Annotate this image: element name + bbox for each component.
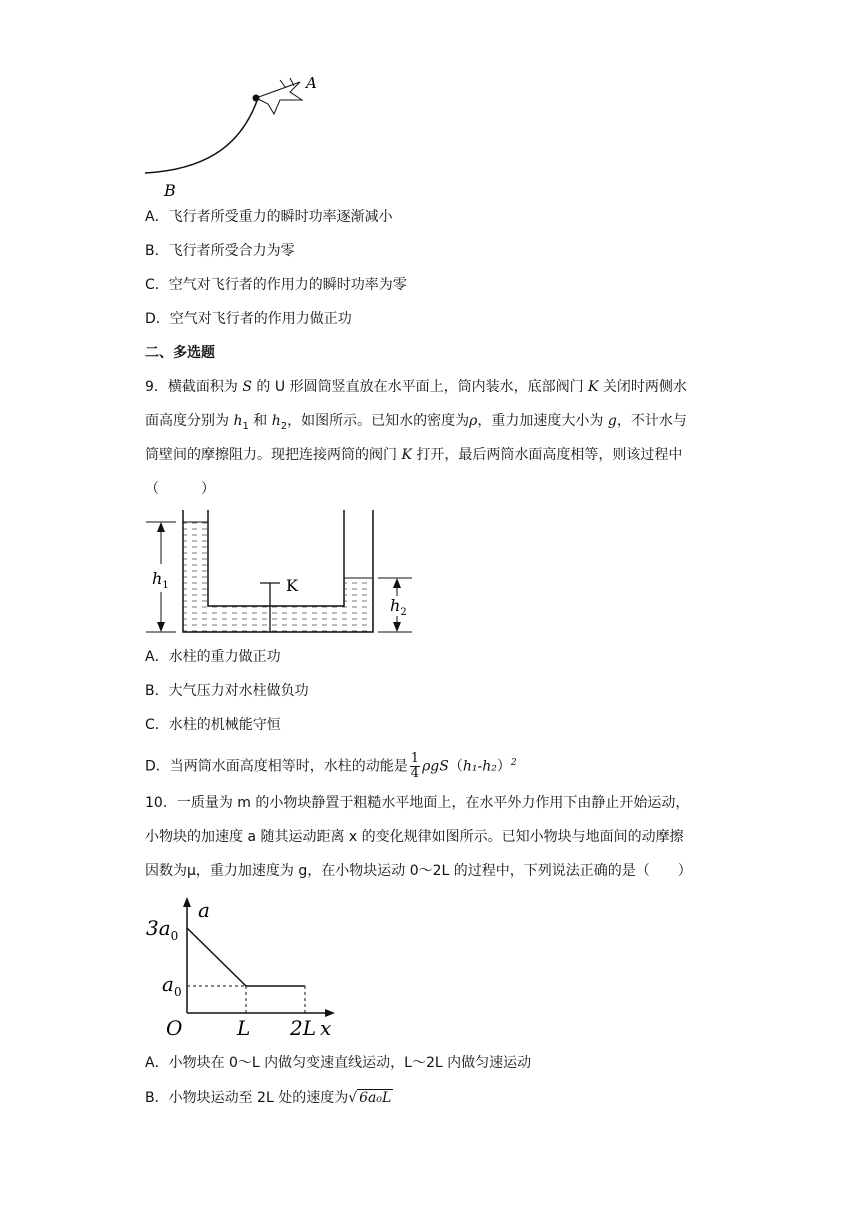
flyer-icon [256, 78, 302, 114]
q8-option-a: A．飞行者所受重力的瞬时功率逐渐减小 [145, 209, 393, 225]
q8-option-c: C．空气对飞行者的作用力的瞬时功率为零 [145, 277, 407, 293]
u-tube-figure [140, 508, 420, 638]
q8-option-d: D．空气对飞行者的作用力做正功 [145, 311, 352, 327]
q9-option-d: D．当两筒水面高度相等时，水柱的动能是 $\frac{1}{4}$ $\rho gS(h_1-h_2)^2$ [145, 751, 517, 782]
h1-label: $h_1$ [152, 569, 169, 591]
decreasing-segment [187, 928, 246, 986]
q9-line-3: 筒壁间的摩擦阻力。现把连接两筒的阀门 K 打开，最后两筒水面高度相等，则该过程中 [145, 447, 683, 463]
q10-line-3: 因数为μ，重力加速度为 g，在小物块运动 0～2L 的过程中，下列说法正确的是（ ） [145, 863, 692, 879]
section-title: 二、多选题 [145, 345, 215, 361]
axis-label-a: a [198, 898, 210, 922]
q9-option-c: C．水柱的机械能守恒 [145, 717, 281, 733]
trajectory-curve [145, 98, 258, 173]
q9-line-4: （ ） [145, 481, 215, 497]
y-tick-a0: $a_0$ [162, 972, 182, 999]
x-tick-2L: 2L [290, 1016, 317, 1040]
y-tick-3a0: $3a_0$ [146, 916, 179, 943]
valve-label: K [286, 576, 298, 595]
x-tick-L: L [237, 1016, 251, 1040]
q9-line-2: 面高度分别为 $h_1$ 和 $h_2$，如图所示。已知水的密度为ρ，重力加速度大小为 g，不计水与 [145, 413, 687, 432]
label-a: A [306, 74, 317, 92]
axis-label-x: x [320, 1016, 332, 1040]
tube-inner [208, 510, 344, 606]
flyer-trajectory-figure [140, 70, 340, 200]
label-b: B [164, 181, 176, 200]
q9-line-1: 9．横截面积为 S 的 U 形圆筒竖直放在水平面上，筒内装水，底部阀门 K 关闭时两侧水 [145, 379, 687, 395]
q8-option-b: B．飞行者所受合力为零 [145, 243, 295, 259]
h2-label: $h_2$ [390, 596, 407, 618]
q10-line-1: 10．一质量为 m 的小物块静置于粗糙水平地面上，在水平外力作用下由静止开始运动， [145, 795, 690, 811]
q9-option-a: A．水柱的重力做正功 [145, 649, 281, 665]
q9-option-b: B．大气压力对水柱做负功 [145, 683, 309, 699]
q10-option-a: A．小物块在 0～L 内做匀变速直线运动，L～2L 内做匀速运动 [145, 1055, 532, 1071]
origin-label: O [166, 1016, 183, 1040]
q10-line-2: 小物块的加速度 a 随其运动距离 x 的变化规律如图所示。已知小物块与地面间的动摩擦 [145, 829, 684, 845]
q10-option-b: B．小物块运动至 2L 处的速度为√ 6a₀L [145, 1090, 392, 1106]
acceleration-graph [140, 895, 350, 1040]
